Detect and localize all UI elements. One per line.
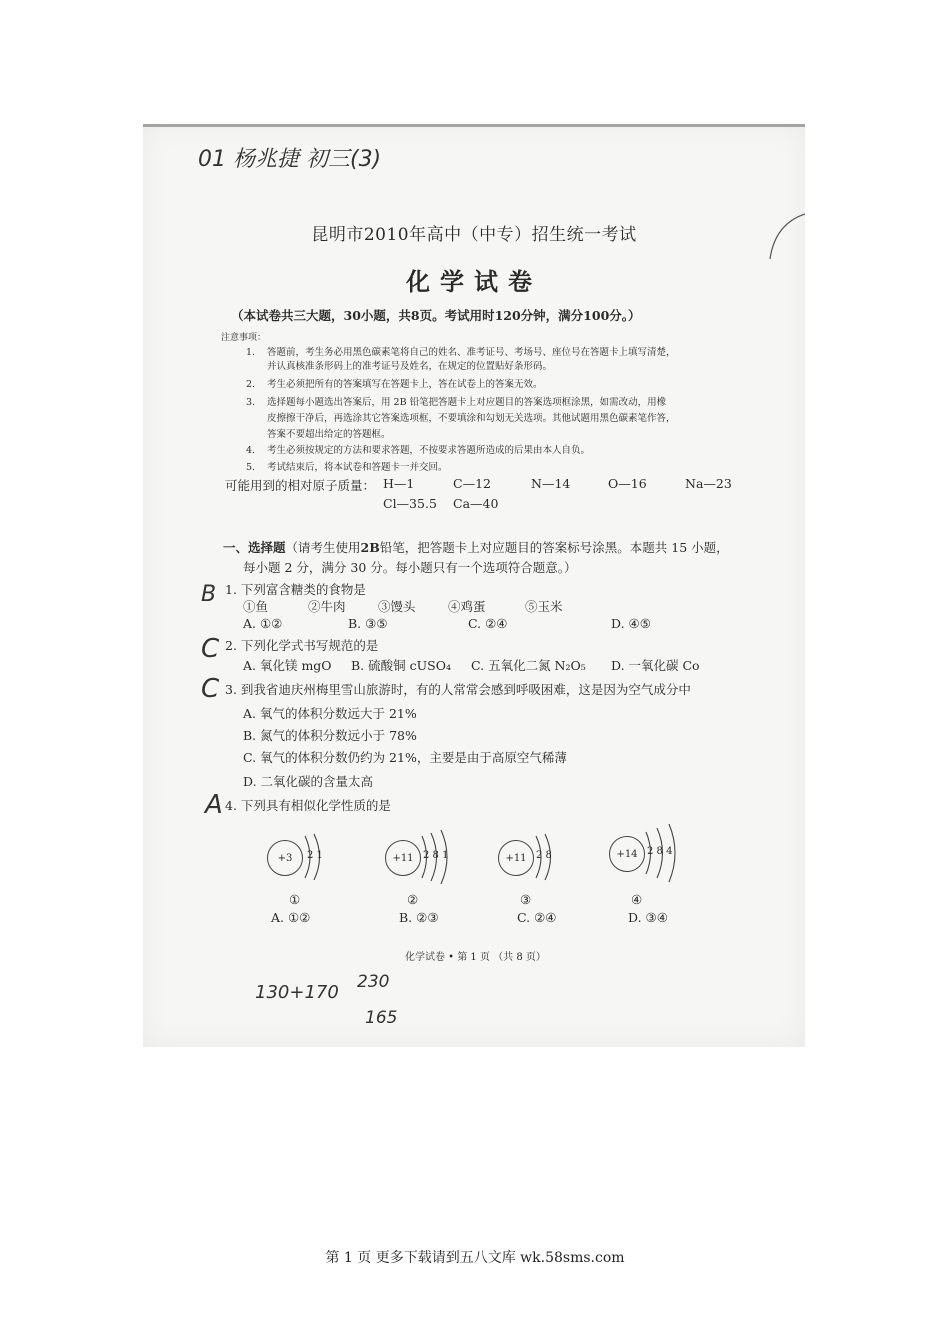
note-line-3b: 皮擦擦干净后，再选涂其它答案选项框，不要填涂和勾划无关选项。其他试题用黑色碳素笔作答， <box>267 413 676 424</box>
note-line-2: 考生必须把所有的答案填写在答题卡上，答在试卷上的答案无效。 <box>267 379 543 390</box>
atom-2-shells: 2 8 1 <box>423 850 449 861</box>
q1-item-4: ④鸡蛋 <box>448 599 486 614</box>
handwritten-answer-q4: A <box>205 790 223 820</box>
section-heading-title: 一、选择题 <box>223 540 286 555</box>
note-line-3: 选择题每小题选出答案后，用 2B 铅笔把答题卡上对应题目的答案选项框涂黑，如需改动，用橡 <box>267 397 667 408</box>
q2-option-a: A. 氧化镁 mgO <box>243 658 332 673</box>
atom-1-label: ① <box>289 892 301 907</box>
atom-3-shells: 2 8 <box>536 850 552 861</box>
atomic-mass-na: Na—23 <box>685 476 732 491</box>
atom-2-label: ② <box>407 892 419 907</box>
atomic-mass-n: N—14 <box>531 476 571 491</box>
atomic-mass-o: O—16 <box>608 476 647 491</box>
q2-option-c: C. 五氧化二氮 N₂O₅ <box>471 658 586 673</box>
q4-option-c: C. ②④ <box>517 910 557 925</box>
atom-4-nucleus: +14 <box>609 836 645 872</box>
scan-page-footer: 化学试卷 • 第 1 页 （共 8 页） <box>405 952 546 963</box>
atom-1-shells: 2 1 <box>307 850 323 861</box>
atomic-mass-ca: Ca—40 <box>453 496 499 511</box>
atom-2-nucleus: +11 <box>385 840 421 876</box>
q3-option-b: B. 氮气的体积分数远小于 78% <box>243 728 417 743</box>
note-line-5: 考试结束后，将本试卷和答题卡一并交回。 <box>267 462 448 473</box>
exam-title: 昆明市2010年高中（中专）招生统一考试 <box>311 225 637 245</box>
atomic-mass-h: H—1 <box>383 476 415 491</box>
q4-option-b: B. ②③ <box>399 910 439 925</box>
q1-option-c: C. ②④ <box>468 616 508 631</box>
note-num-1: 1. <box>246 347 256 358</box>
q4-option-a: A. ①② <box>271 910 311 925</box>
handwritten-answer-q3: C <box>201 674 220 704</box>
atom-4-label: ④ <box>631 892 643 907</box>
atom-3-nucleus: +11 <box>498 840 534 876</box>
q2-option-d: D. 一氧化碳 Co <box>611 658 700 673</box>
handwritten-score-1: 130+170 <box>255 982 339 1003</box>
q1-item-5: ⑤玉米 <box>525 599 563 614</box>
q1-option-b: B. ③⑤ <box>348 616 388 631</box>
handwritten-answer-q1: B <box>201 582 217 607</box>
q1-option-d: D. ④⑤ <box>611 616 651 631</box>
subject-title: 化学试卷 <box>406 267 542 296</box>
section-heading-pencil: 2B <box>360 540 380 555</box>
note-num-4: 4. <box>246 445 256 456</box>
handwritten-score-3: 165 <box>365 1008 398 1028</box>
atom-1-nucleus: +3 <box>267 840 303 876</box>
q1-item-1: ①鱼 <box>243 599 269 614</box>
atomic-mass-cl: Cl—35.5 <box>383 496 437 511</box>
q1-item-2: ②牛肉 <box>308 599 346 614</box>
section-heading <box>223 538 729 556</box>
page-footer: 第 1 页 更多下载请到五八文库 wk.58sms.com <box>325 1250 625 1266</box>
section-heading-part-b: （请考生使用 <box>285 540 361 555</box>
q1-option-a: A. ①② <box>243 616 283 631</box>
scan-top-edge <box>143 124 805 127</box>
atom-3-label: ③ <box>520 892 532 907</box>
note-line-3c: 答案不要超出给定的答题框。 <box>267 429 391 440</box>
q2-option-b: B. 硫酸铜 cUSO₄ <box>351 658 451 673</box>
scanned-exam-page <box>143 124 805 1047</box>
notes-heading: 注意事项： <box>221 333 267 343</box>
q4-option-d: D. ③④ <box>628 910 668 925</box>
note-line-1: 答题前，考生务必用黑色碳素笔将自己的姓名、准考证号、考场号、座位号在答题卡上填写清楚， <box>267 347 676 358</box>
q3-stem: 3. 到我省迪庆州梅里雪山旅游时，有的人常常会感到呼吸困难，这是因为空气成分中 <box>225 682 691 697</box>
atomic-mass-label: 可能用到的相对原子质量： <box>225 478 376 493</box>
q1-stem: 1. 下列富含糖类的食物是 <box>225 582 366 597</box>
q1-item-3: ③馒头 <box>378 599 416 614</box>
q2-stem: 2. 下列化学式书写规范的是 <box>225 638 379 653</box>
section-heading-line2: 每小题 2 分，满分 30 分。每小题只有一个选项符合题意。） <box>243 560 577 575</box>
note-line-4: 考生必须按规定的方法和要求答题，不按要求答题所造成的后果由本人自负。 <box>267 445 591 456</box>
q3-option-a: A. 氧气的体积分数远大于 21% <box>243 706 417 721</box>
q4-stem: 4. 下列具有相似化学性质的是 <box>225 798 391 813</box>
handwritten-name: 01 杨兆捷 初三(3) <box>198 147 382 172</box>
note-num-2: 2. <box>246 379 256 390</box>
note-num-5: 5. <box>246 462 256 473</box>
atomic-mass-c: C—12 <box>453 476 491 491</box>
note-line-1b: 并认真核准条形码上的准考证号及姓名，在规定的位置贴好条形码。 <box>267 361 553 372</box>
q3-option-c: C. 氧气的体积分数仍约为 21%，主要是由于高原空气稀薄 <box>243 750 567 765</box>
section-heading-part-d: 铅笔，把答题卡上对应题目的答案标号涂黑。本题共 15 小题， <box>379 540 729 555</box>
handwritten-answer-q2: C <box>201 634 220 664</box>
handwritten-score-2: 230 <box>357 972 390 992</box>
note-num-3: 3. <box>246 397 256 408</box>
exam-info: （本试卷共三大题，30小题，共8页。考试用时120分钟，满分100分。） <box>231 308 641 323</box>
q3-option-d: D. 二氧化碳的含量太高 <box>243 774 374 789</box>
atom-4-shells: 2 8 4 <box>647 846 673 857</box>
